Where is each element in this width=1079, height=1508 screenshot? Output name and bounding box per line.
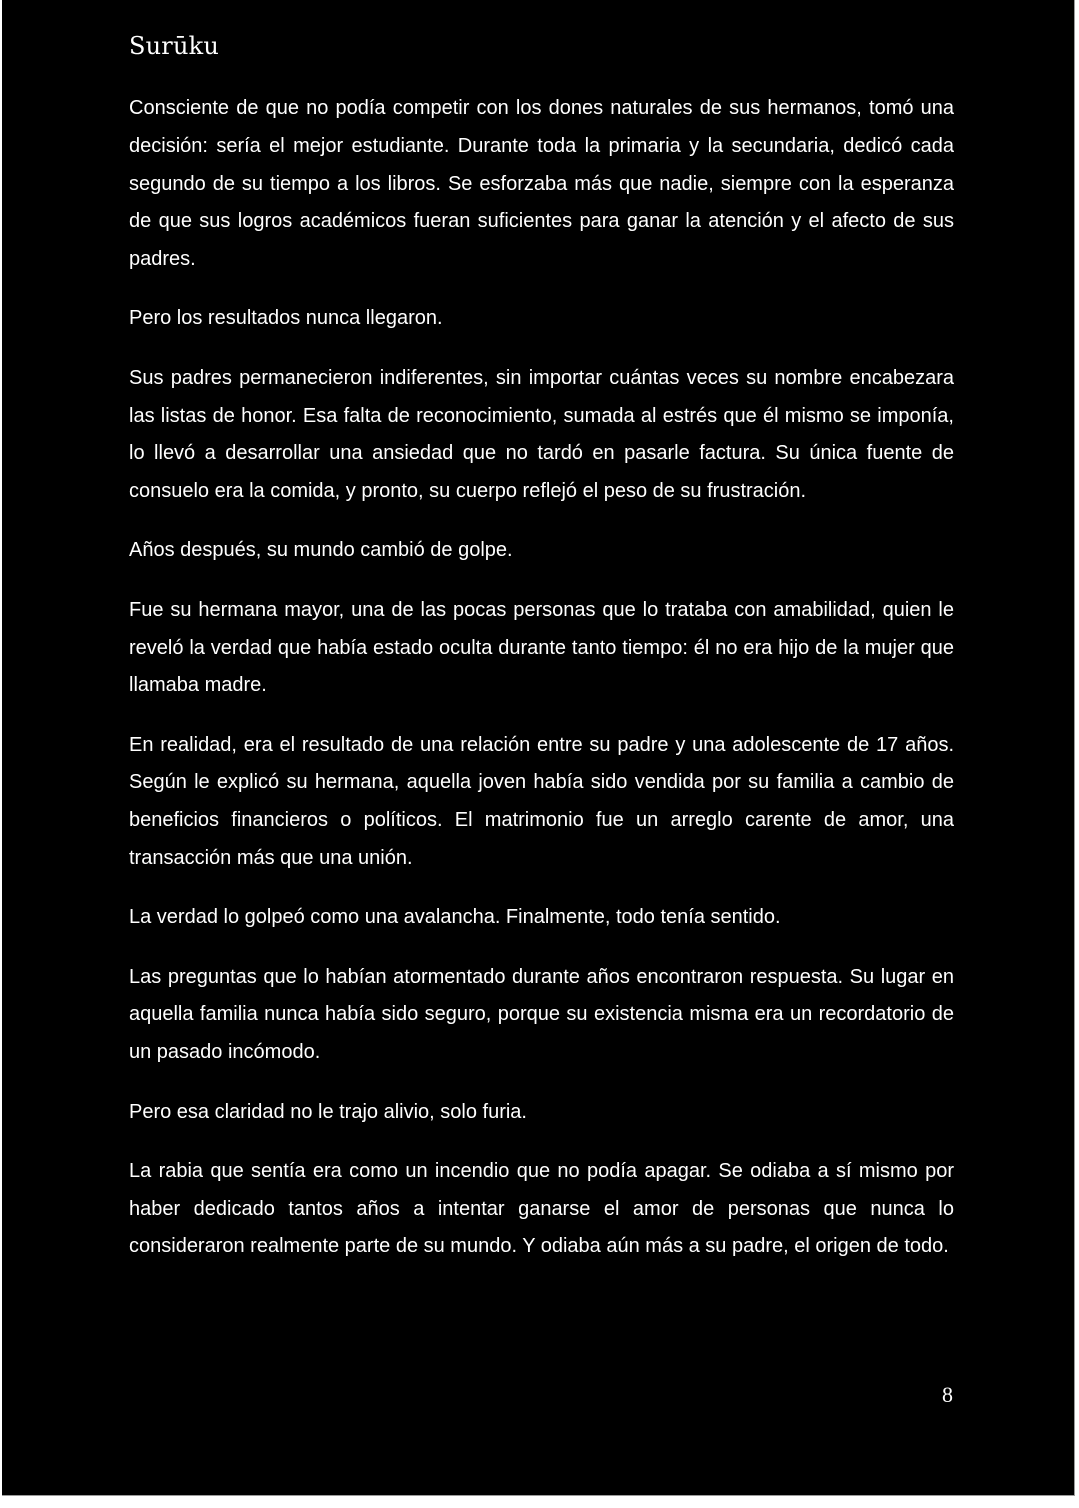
document-body bbox=[129, 90, 954, 1288]
paragraph: Pero los resultados nunca llegaron. bbox=[129, 307, 443, 330]
paragraph: Fue su hermana mayor, una de las pocas personas que lo trataba con amabilidad, quien le reveló la verdad que había estado oculta durante tanto tiempo: él no era hijo de la mujer que llamaba madre. bbox=[129, 598, 954, 697]
paragraph: Años después, su mundo cambió de golpe. bbox=[129, 539, 513, 562]
paragraph: La rabia que sentía era como un incendio que no podía apagar. Se odiaba a sí mismo por haber dedicado tantos años a intentar ganarse el amor de personas que nunca lo consideraron realmente parte de su mundo. Y odiaba aún más a su padre, el origen de todo. bbox=[129, 1159, 954, 1258]
page-number: 8 bbox=[942, 1382, 953, 1407]
paragraph: Consciente de que no podía competir con los dones naturales de sus hermanos, tomó una decisión: sería el mejor estudiante. Durante toda la primaria y la secundaria, dedicó cada segundo de su tiempo a los libros. Se esforzaba más que nadie, siempre con la esperanza de que sus logros académicos fueran suficientes para ganar la atención y el afecto de sus padres. bbox=[129, 97, 954, 271]
paragraph: En realidad, era el resultado de una relación entre su padre y una adolescente de 17 años. Según le explicó su hermana, aquella joven había sido vendida por su familia a cambio de beneficios financieros o políticos. El matrimonio fue un arreglo carente de amor, una transacción más que una unión. bbox=[129, 733, 954, 870]
paragraph: Sus padres permanecieron indiferentes, sin importar cuántas veces su nombre encabezara las listas de honor. Esa falta de reconocimiento, sumada al estrés que él mismo se imponía, lo llevó a desarrollar una ansiedad que no tardó en pasarle factura. Su única fuente de consuelo era la comida, y pronto, su cuerpo reflejó el peso de su frustración. bbox=[129, 366, 954, 503]
paragraph: Las preguntas que lo habían atormentado durante años encontraron respuesta. Su lugar en aquella familia nunca había sido seguro, porque su existencia misma era un recordatorio de un pasado incómodo. bbox=[129, 965, 954, 1064]
paragraph: La verdad lo golpeó como una avalancha. Finalmente, todo tenía sentido. bbox=[129, 906, 781, 929]
paragraph: Pero esa claridad no le trajo alivio, solo furia. bbox=[129, 1100, 527, 1123]
document-page bbox=[2, 0, 1075, 1496]
page-header-title: Surūku bbox=[129, 32, 220, 60]
